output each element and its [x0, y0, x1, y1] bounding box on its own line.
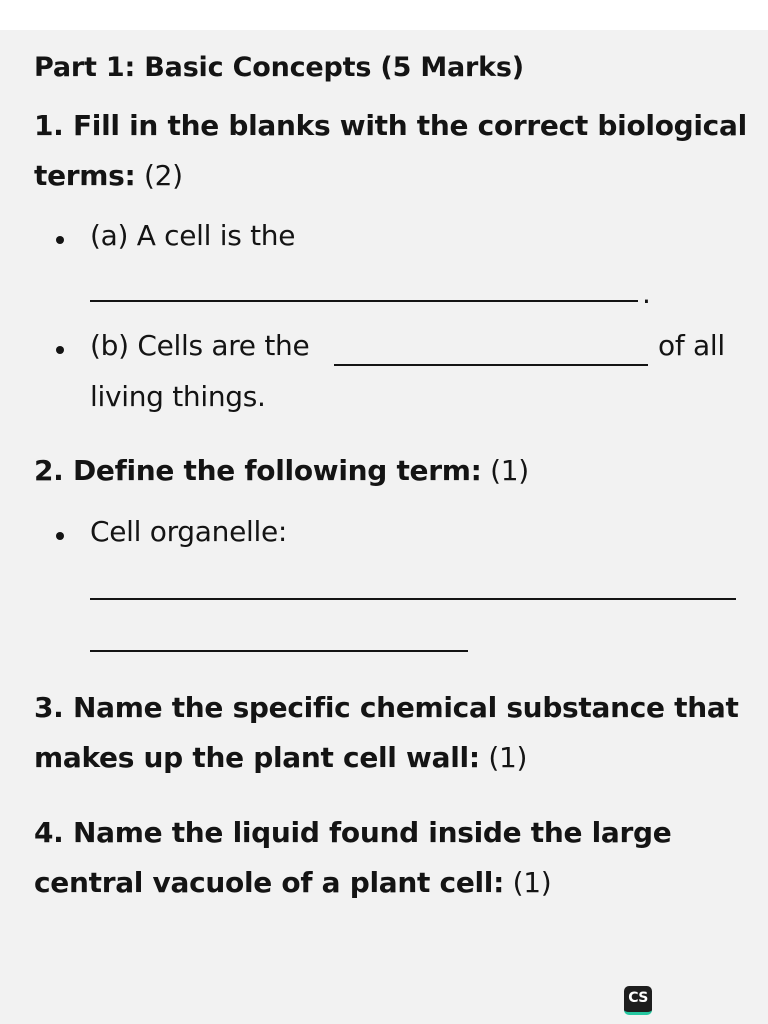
- camscanner-logo-icon: CS: [624, 986, 652, 1015]
- q4-line1: 4. Name the liquid found inside the large: [34, 816, 672, 849]
- q3-marks: (1): [488, 741, 528, 774]
- bullet-dot: [56, 532, 64, 540]
- q2-bullet-text: Cell organelle:: [90, 515, 288, 548]
- q3-line2-text: makes up the plant cell wall:: [34, 741, 480, 774]
- page-top-band: [0, 0, 768, 30]
- q4-line2: [34, 866, 551, 899]
- q1b-after-blank: of all: [658, 329, 725, 362]
- q2-line1-text: 2. Define the following term:: [34, 454, 482, 487]
- q2-marks: (1): [490, 454, 529, 487]
- q2-line1: [34, 454, 529, 487]
- q1-line1: 1. Fill in the blanks with the correct biological: [34, 109, 747, 142]
- q1b-answer-blank[interactable]: [334, 364, 648, 366]
- bullet-dot: [56, 346, 64, 354]
- part-heading: Part 1: Basic Concepts (5 Marks): [34, 52, 524, 83]
- q4-marks: (1): [512, 866, 552, 899]
- bullet-dot: [56, 236, 64, 244]
- q1a-answer-blank[interactable]: [90, 300, 638, 302]
- q1-line2-text: terms:: [34, 159, 136, 192]
- q2-answer-blank-2[interactable]: [90, 650, 468, 652]
- q1-marks: (2): [144, 159, 183, 192]
- q1-line2: [34, 159, 183, 192]
- q1a-text: (a) A cell is the: [90, 219, 296, 252]
- q1b-line2: living things.: [90, 380, 266, 413]
- q3-line2: [34, 741, 527, 774]
- q1a-period: .: [642, 277, 651, 310]
- q1b-text: (b) Cells are the: [90, 329, 310, 362]
- q3-line1: 3. Name the specific chemical substance that: [34, 691, 739, 724]
- q4-line2-text: central vacuole of a plant cell:: [34, 866, 504, 899]
- q2-answer-blank-1[interactable]: [90, 598, 736, 600]
